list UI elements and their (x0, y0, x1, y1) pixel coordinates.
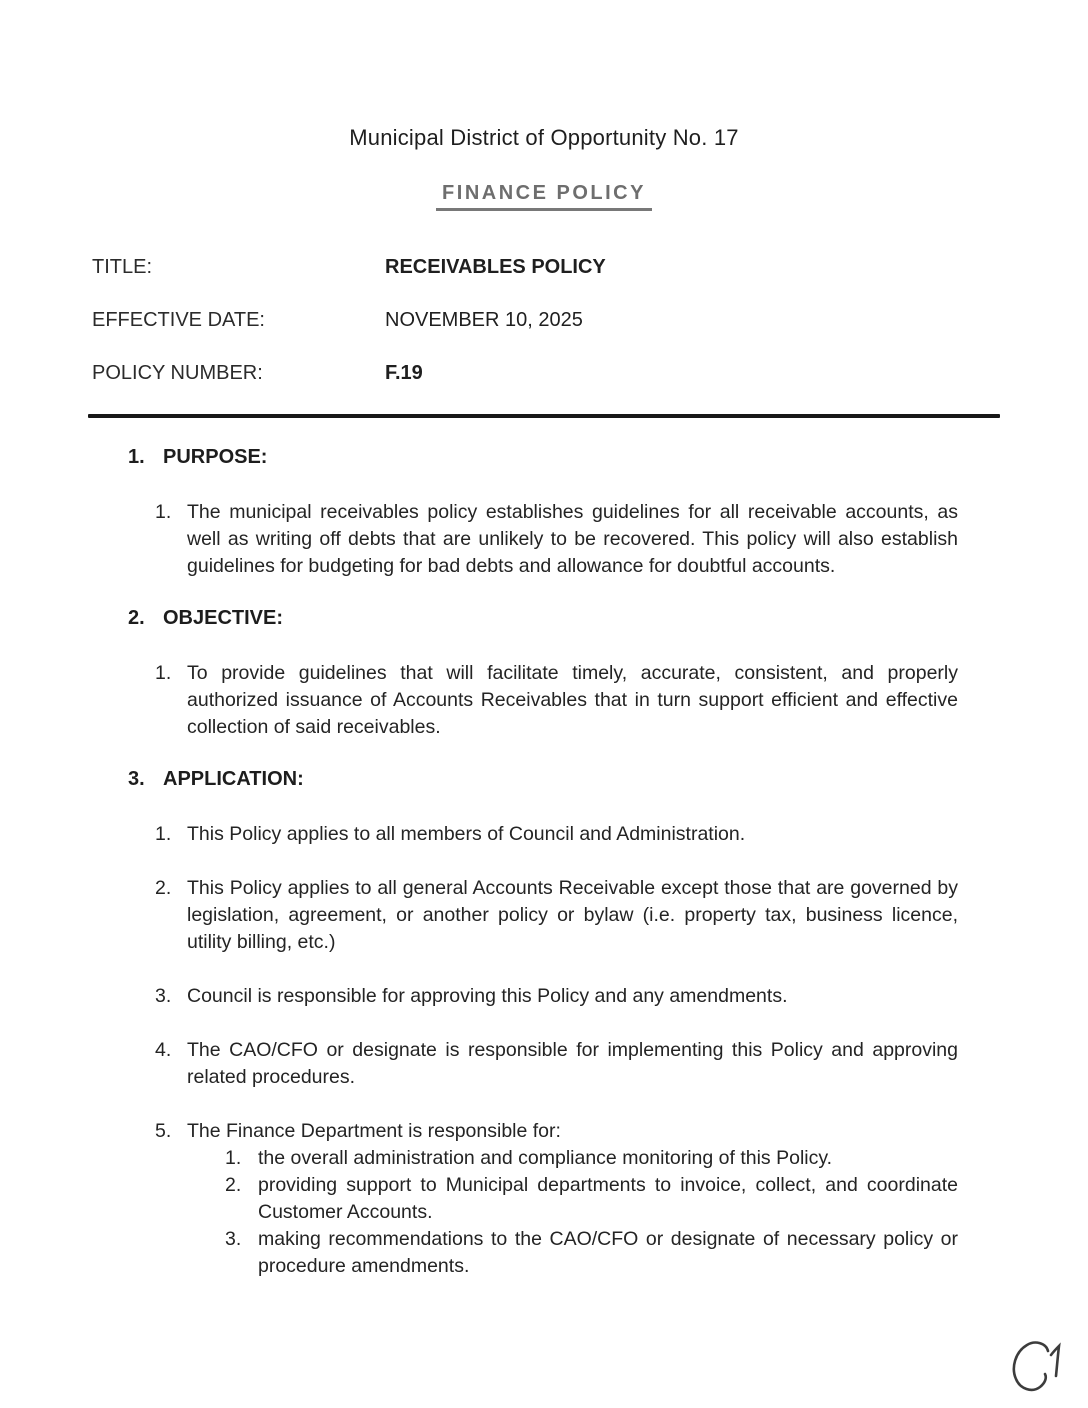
handwritten-mark-icon (1002, 1336, 1074, 1398)
meta-value: NOVEMBER 10, 2025 (385, 309, 583, 331)
meta-block (92, 255, 1088, 385)
sub-list-item (225, 1172, 958, 1226)
list-item-number: 3. (155, 985, 172, 1007)
list-item-text: To provide guidelines that will facilitate timely, accurate, consistent, and properly authorized issuance of Accounts Receivables that in turn support efficient and effective collection of said receivables. (187, 662, 958, 738)
list-item-with-sublist (187, 1118, 958, 1280)
meta-label: POLICY NUMBER: (92, 362, 263, 384)
sub-item-text: the overall administration and compliance monitoring of this Policy. (258, 1147, 833, 1169)
sub-list-item (225, 1145, 958, 1172)
section-heading-purpose (128, 446, 1088, 469)
sub-item-text: providing support to Municipal departments to invoice, collect, and coordinate Customer Accounts. (258, 1174, 958, 1223)
handwritten-mark (1002, 1336, 1074, 1398)
list-item (155, 1118, 1088, 1280)
list-item-number: 5. (155, 1120, 172, 1142)
sub-list-item (225, 1226, 958, 1280)
list-item-number: 2. (155, 877, 172, 899)
list-item (155, 499, 1088, 580)
section-heading-application (128, 768, 1088, 791)
list-item-number: 1. (155, 823, 172, 845)
document-type-wrap (0, 182, 1088, 211)
meta-row-effective-date (92, 308, 1088, 332)
list-item-text: Council is responsible for approving this Policy and any amendments. (187, 985, 788, 1007)
sub-item-number: 2. (225, 1174, 242, 1196)
list-item-text: The municipal receivables policy establishes guidelines for all receivable accounts, as well as writing off debts that are unlikely to be recovered. This policy will also establish guidelines for budgeting for bad debts and allowance for doubtful accounts. (187, 501, 958, 577)
section-number: 2. (128, 607, 145, 629)
section-number: 3. (128, 768, 145, 790)
section-heading-objective (128, 607, 1088, 630)
list-item-text: This Policy applies to all general Accounts Receivable except those that are governed by legislation, agreement, or another policy or bylaw (i.e. property tax, business licence, utility billing, etc.) (187, 877, 958, 953)
list-item-number: 1. (155, 501, 172, 523)
list-item-text: The CAO/CFO or designate is responsible for implementing this Policy and approving related procedures. (187, 1039, 958, 1088)
section-title: APPLICATION: (163, 768, 304, 790)
list-item-text: The Finance Department is responsible for: (187, 1120, 561, 1142)
section-number: 1. (128, 446, 145, 468)
list-item (155, 875, 1088, 956)
sub-item-text: making recommendations to the CAO/CFO or designate of necessary policy or procedure amendments. (258, 1228, 958, 1277)
document-type-heading: FINANCE POLICY (436, 182, 652, 211)
meta-value: RECEIVABLES POLICY (385, 256, 606, 278)
meta-label: TITLE: (92, 256, 153, 278)
list-item (155, 821, 1088, 848)
sub-item-number: 1. (225, 1147, 242, 1169)
meta-row-title (92, 255, 1088, 279)
list-item-number: 4. (155, 1039, 172, 1061)
meta-row-policy-number (92, 361, 1088, 385)
sub-item-number: 3. (225, 1228, 242, 1250)
section-title: PURPOSE: (163, 446, 268, 468)
list-item (155, 660, 1088, 741)
document-body (0, 418, 1088, 1280)
meta-label: EFFECTIVE DATE: (92, 309, 265, 331)
sub-list (225, 1145, 958, 1280)
meta-value: F.19 (385, 362, 423, 384)
list-item (155, 983, 1088, 1010)
list-item-number: 1. (155, 662, 172, 684)
list-item (155, 1037, 1088, 1091)
section-title: OBJECTIVE: (163, 607, 284, 629)
organization-title: Municipal District of Opportunity No. 17 (349, 125, 739, 150)
list-item-text: This Policy applies to all members of Council and Administration. (187, 823, 746, 845)
